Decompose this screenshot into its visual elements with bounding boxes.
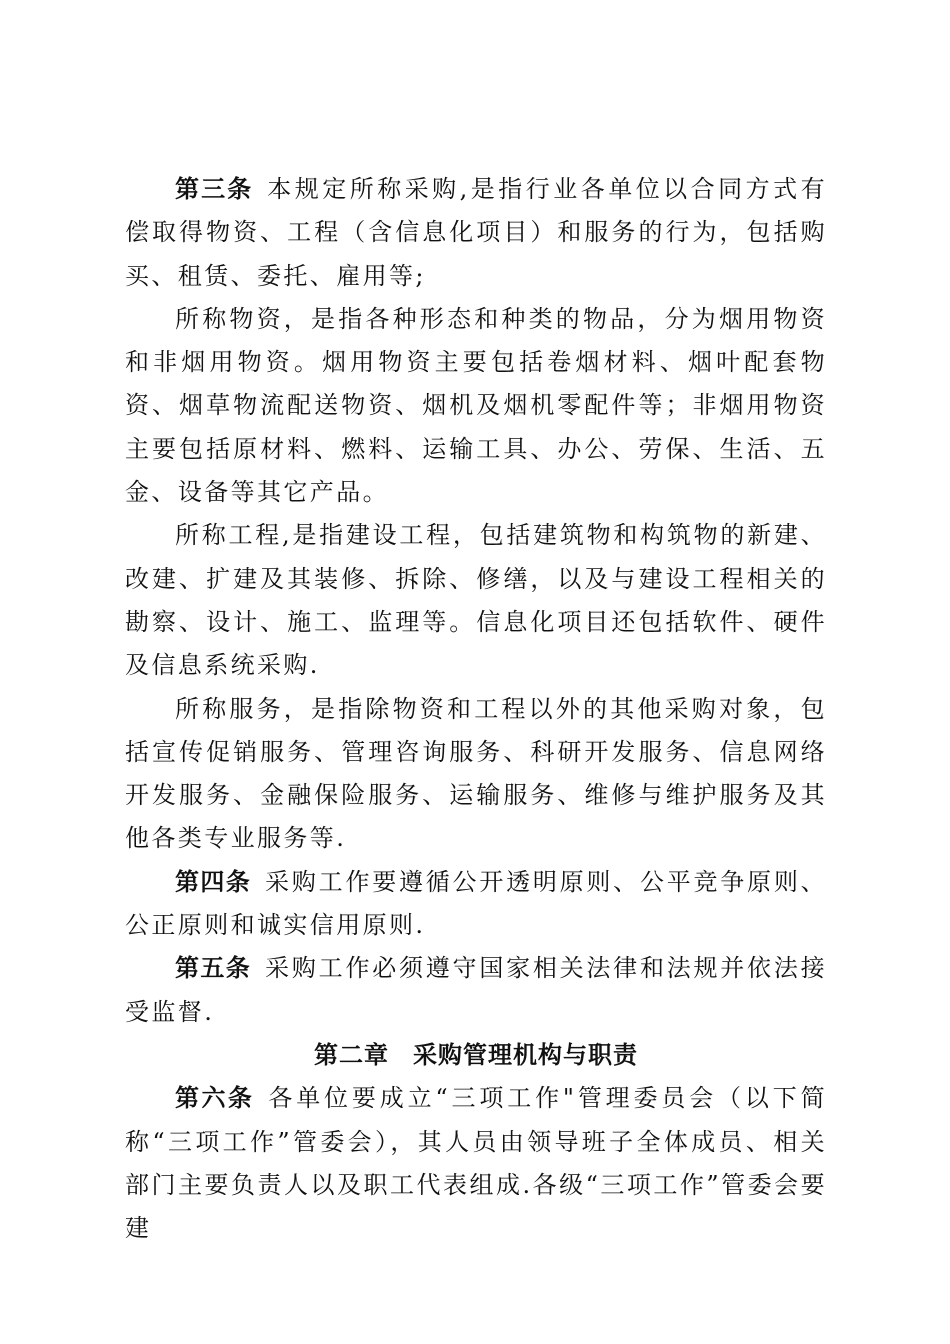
paragraph-text: 各单位要成立“三项工作"管理委员会（以下简称“三项工作”管委会），其人员由领导班子全体成员、相关部门主要负责人以及职工代表组成.各级“三项工作”管委会要建 (125, 1084, 827, 1243)
paragraph-text: 本规定所称采购,是指行业各单位以合同方式有偿取得物资、工程（含信息化项目）和服务的行为，包括购买、租赁、委托、雇用等; (125, 175, 828, 290)
paragraph-article-5 (125, 947, 827, 1034)
paragraph-text: 所称工程,是指建设工程，包括建筑物和构筑物的新建、改建、扩建及其装修、拆除、修缮，以及与建设工程相关的勘察、设计、施工、监理等。信息化项目还包括软件、硬件及信息系统采购. (125, 521, 827, 680)
paragraph-text: 采购工作要遵循公开透明原则、公平竞争原则、公正原则和诚实信用原则. (125, 867, 827, 940)
paragraph-article-3 (125, 168, 827, 298)
article-number: 第六条 (175, 1084, 255, 1113)
article-number: 第三条 (175, 175, 254, 203)
chapter-number: 第二章 (314, 1040, 389, 1069)
chapter-title: 采购管理机构与职责 (413, 1040, 638, 1069)
document-body (125, 168, 827, 1250)
paragraph-article-6 (125, 1077, 827, 1250)
paragraph-article-4 (125, 861, 827, 948)
paragraph-services (125, 688, 827, 861)
chapter-heading (125, 1034, 827, 1077)
paragraph-text: 所称服务，是指除物资和工程以外的其他采购对象，包括宣传促销服务、管理咨询服务、科研开发服务、信息网络开发服务、金融保险服务、运输服务、维修与维护服务及其他各类专业服务等. (125, 694, 827, 853)
paragraph-text: 所称物资，是指各种形态和种类的物品，分为烟用物资和非烟用物资。烟用物资主要包括卷烟材料、烟叶配套物资、烟草物流配送物资、烟机及烟机零配件等；非烟用物资主要包括原材料、燃料、运输工具、办公、劳保、生活、五金、设备等其它产品。 (125, 304, 827, 507)
article-number: 第四条 (175, 867, 252, 896)
article-number: 第五条 (175, 954, 252, 983)
paragraph-engineering (125, 514, 827, 687)
paragraph-materials (125, 298, 827, 514)
paragraph-text: 采购工作必须遵守国家相关法律和法规并依法接受监督. (125, 954, 827, 1026)
